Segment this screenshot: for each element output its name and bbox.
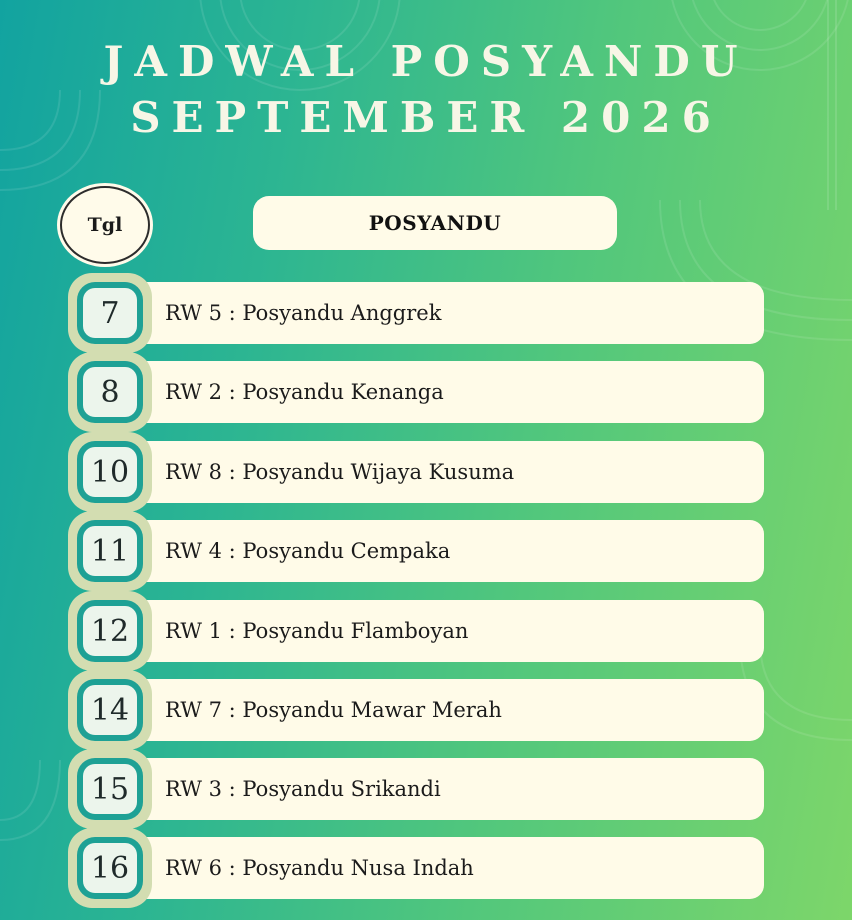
date-badge	[68, 432, 152, 512]
date-badge-number: 11	[83, 526, 137, 576]
date-badge	[68, 591, 152, 671]
schedule-row	[0, 828, 852, 908]
schedule-row	[0, 352, 852, 432]
date-badge	[68, 670, 152, 750]
schedule-row-label: RW 8 : Posyandu Wijaya Kusuma	[165, 460, 515, 484]
schedule-row	[0, 511, 852, 591]
date-badge	[68, 511, 152, 591]
schedule-row-label: RW 5 : Posyandu Anggrek	[165, 301, 442, 325]
date-column-header: Tgl	[60, 186, 150, 264]
date-badge-number: 12	[83, 606, 137, 656]
schedule-row-label: RW 1 : Posyandu Flamboyan	[165, 619, 469, 643]
date-badge	[68, 749, 152, 829]
schedule-row	[0, 670, 852, 750]
date-badge	[68, 352, 152, 432]
schedule-row-label: RW 6 : Posyandu Nusa Indah	[165, 856, 474, 880]
schedule-row	[0, 432, 852, 512]
date-badge	[68, 273, 152, 353]
schedule-row	[0, 749, 852, 829]
date-badge-number: 15	[83, 764, 137, 814]
date-badge-number: 8	[83, 367, 137, 417]
schedule-row-label: RW 4 : Posyandu Cempaka	[165, 539, 451, 563]
schedule-row-label: RW 7 : Posyandu Mawar Merah	[165, 698, 502, 722]
schedule-row	[0, 273, 852, 353]
date-badge	[68, 828, 152, 908]
schedule-row-label: RW 2 : Posyandu Kenanga	[165, 380, 444, 404]
posyandu-column-header: POSYANDU	[253, 196, 617, 250]
page-title-line-2: SEPTEMBER 2026	[130, 93, 722, 142]
page-title-line-1: JADWAL POSYANDU	[103, 37, 749, 86]
date-badge-number: 7	[83, 288, 137, 338]
date-badge-number: 16	[83, 843, 137, 893]
date-badge-number: 14	[83, 685, 137, 735]
schedule-row	[0, 591, 852, 671]
date-badge-number: 10	[83, 447, 137, 497]
schedule-row-label: RW 3 : Posyandu Srikandi	[165, 777, 441, 801]
